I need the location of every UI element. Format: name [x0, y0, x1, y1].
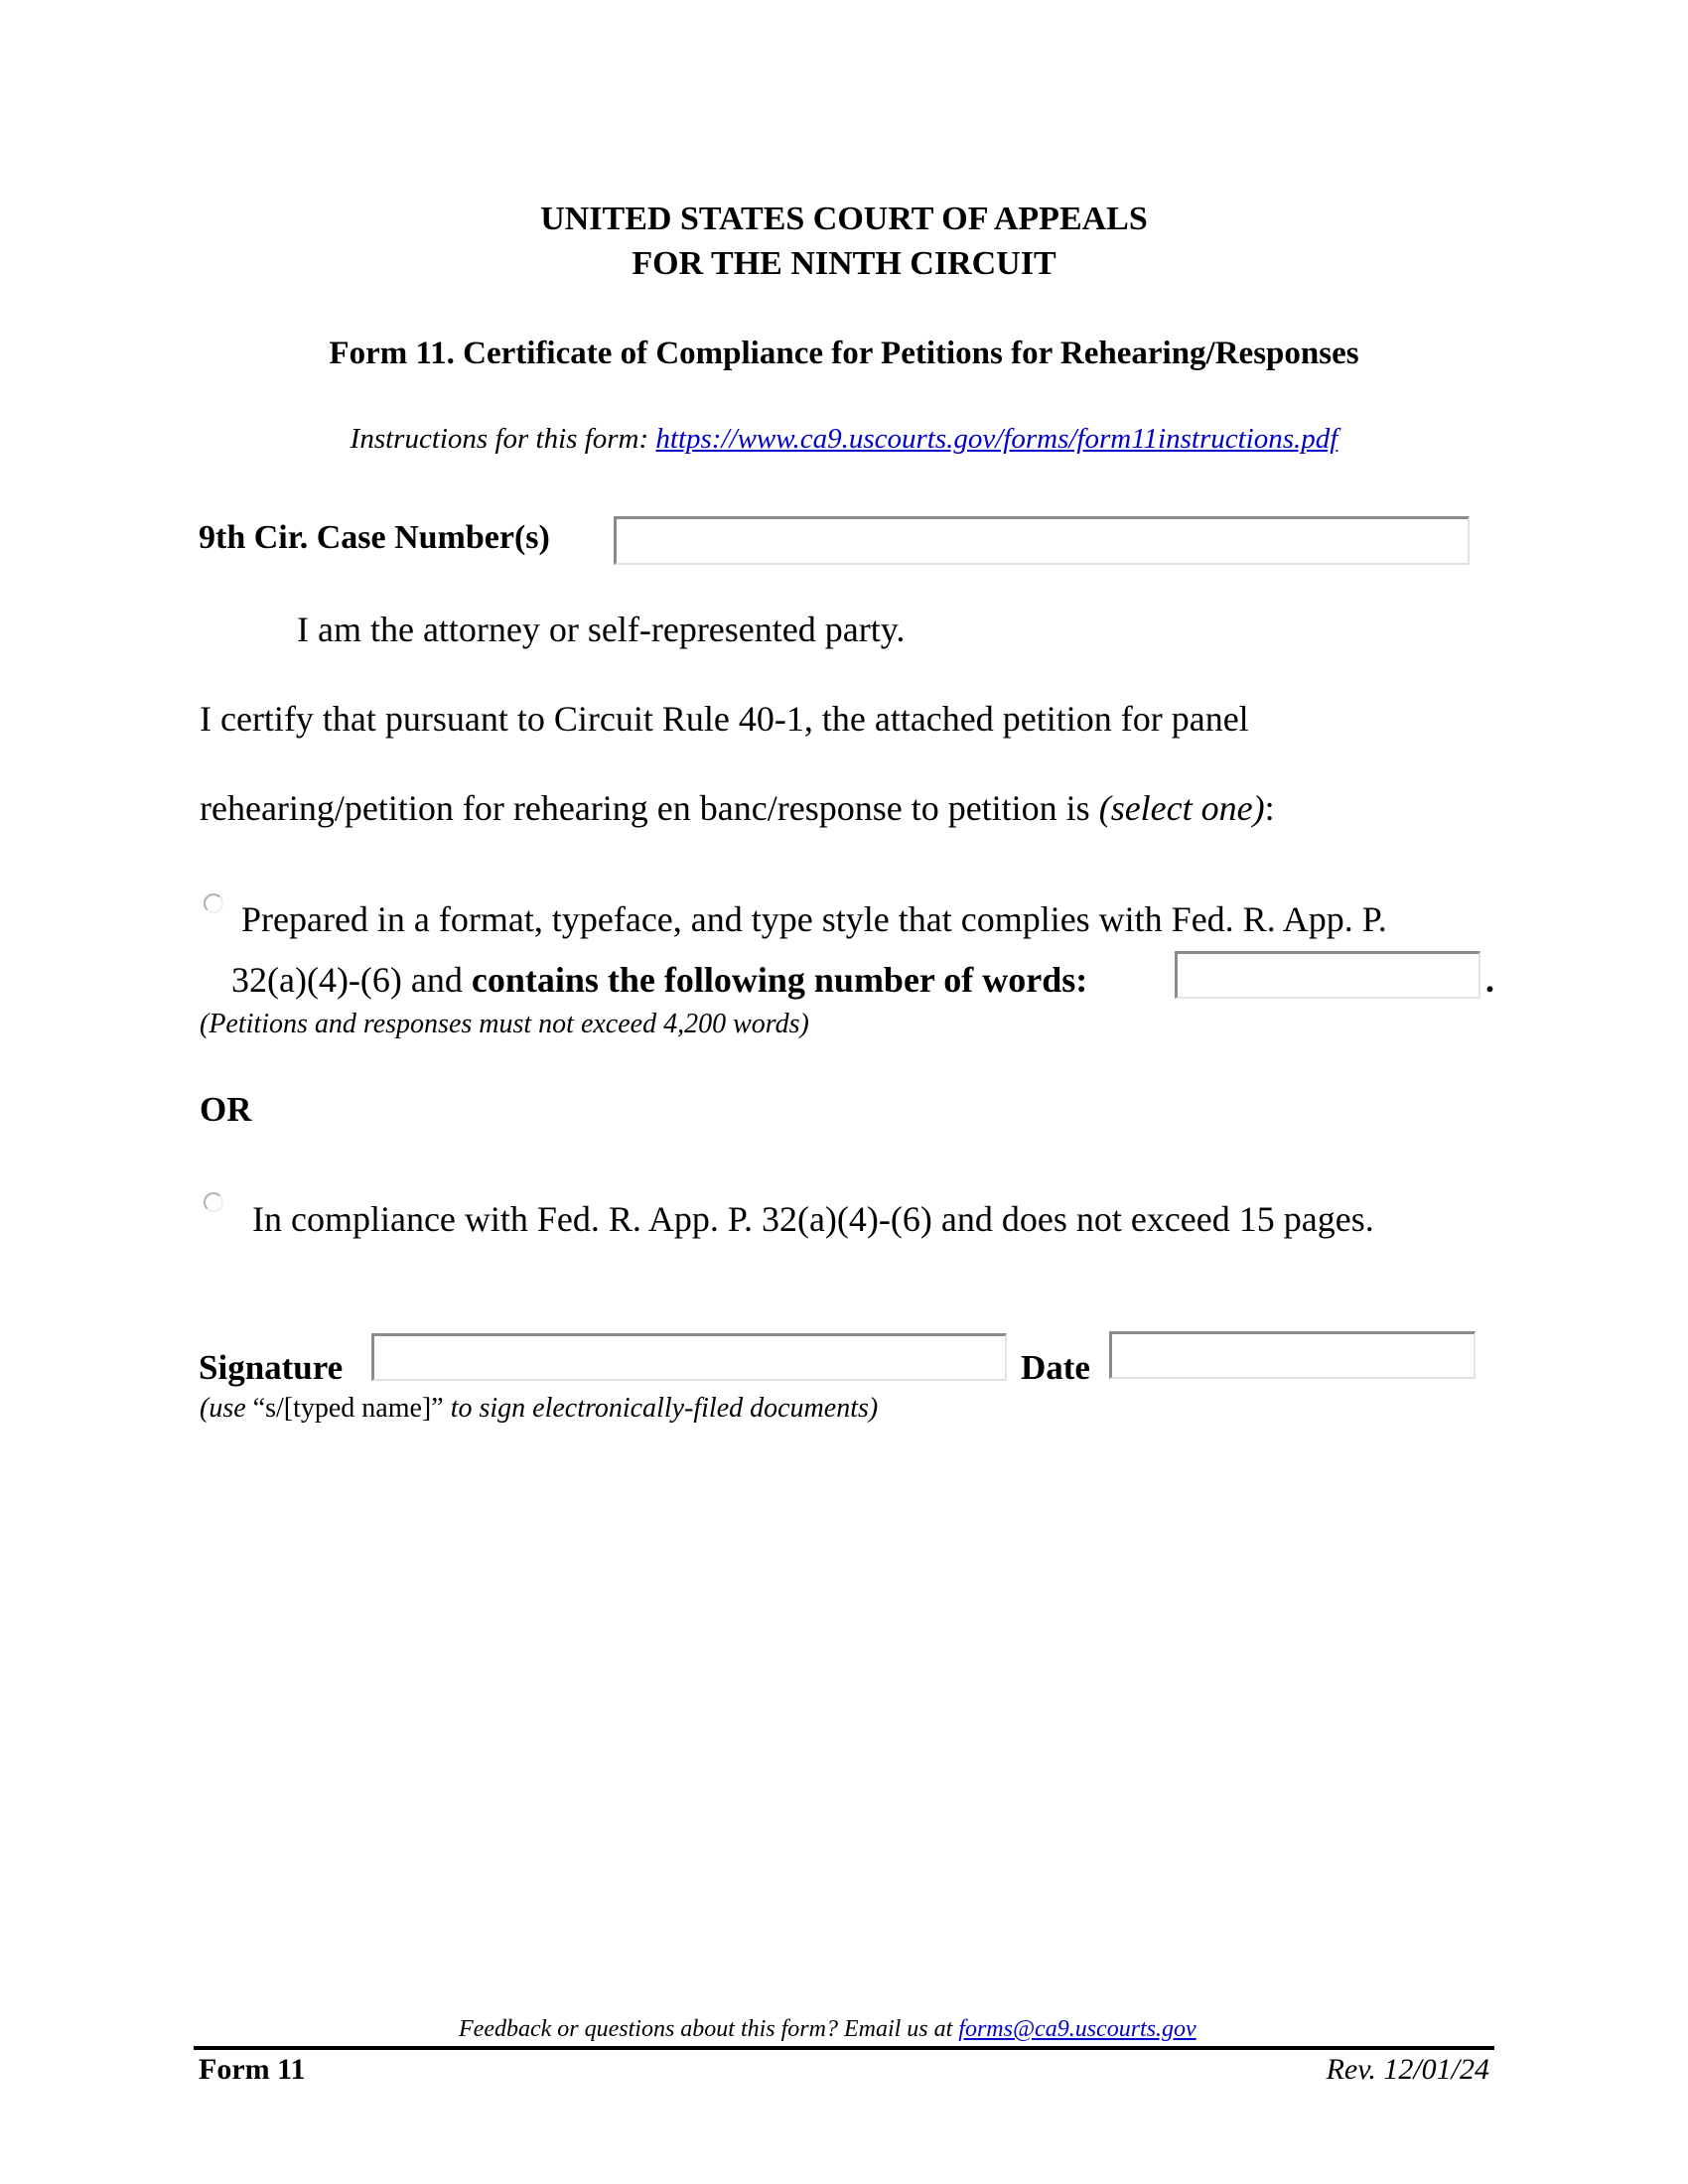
form-title: Form 11. Certificate of Compliance for Petitions for Rehearing/Responses — [329, 336, 1359, 371]
select-one-hint: (select one) — [1098, 788, 1265, 828]
court-name-line2: FOR THE NINTH CIRCUIT — [632, 245, 1056, 282]
certify-line1: I certify that pursuant to Circuit Rule 40-1, the attached petition for panel — [200, 699, 1249, 739]
colon: : — [1264, 788, 1275, 828]
certify-line2 — [200, 787, 1275, 829]
footer-revision: Rev. 12/01/24 — [1326, 2053, 1489, 2086]
option2-text: In compliance with Fed. R. App. P. 32(a)(4)-(6) and does not exceed 15 pages. — [252, 1199, 1374, 1239]
signature-label: Signature — [199, 1348, 344, 1387]
case-number-input[interactable] — [614, 516, 1470, 565]
attorney-statement: I am the attorney or self-represented party. — [297, 610, 906, 649]
feedback-line — [459, 2016, 1196, 2043]
option2-radio[interactable] — [204, 1192, 223, 1212]
option1-line1: Prepared in a format, typeface, and type style that complies with Fed. R. App. P. — [241, 899, 1387, 939]
feedback-email-link[interactable]: forms@ca9.uscourts.gov — [958, 2016, 1196, 2042]
option1-line2 — [231, 959, 1087, 1001]
word-limit-note: (Petitions and responses must not exceed 4,200 words) — [200, 1009, 809, 1039]
signature-note — [200, 1393, 878, 1425]
word-count-label: contains the following number of words: — [471, 960, 1088, 1000]
note-code: “s/[typed name]” — [252, 1393, 444, 1424]
certify-text: rehearing/petition for rehearing en banc/response to petition is — [200, 788, 1099, 828]
note-prefix: (use — [200, 1393, 253, 1424]
footer-divider — [194, 2046, 1494, 2050]
word-count-input[interactable] — [1175, 951, 1480, 999]
court-name-line1: UNITED STATES COURT OF APPEALS — [540, 201, 1148, 237]
note-suffix: to sign electronically-filed documents) — [443, 1393, 879, 1424]
option1-radio[interactable] — [204, 893, 223, 913]
date-input[interactable] — [1109, 1331, 1476, 1379]
footer-form-label: Form 11 — [199, 2053, 306, 2086]
instructions-line — [0, 423, 1688, 456]
feedback-text: Feedback or questions about this form? Email us at — [459, 2016, 959, 2042]
or-label: OR — [200, 1090, 252, 1129]
instructions-link[interactable]: https://www.ca9.uscourts.gov/forms/form11instructions.pdf — [655, 423, 1338, 455]
case-number-label: 9th Cir. Case Number(s) — [199, 519, 550, 556]
period: . — [1485, 960, 1494, 1000]
date-label: Date — [1021, 1348, 1090, 1387]
instructions-label: Instructions for this form: — [350, 423, 656, 455]
option1-prefix: 32(a)(4)-(6) and — [231, 960, 472, 1000]
signature-input[interactable] — [371, 1333, 1007, 1381]
